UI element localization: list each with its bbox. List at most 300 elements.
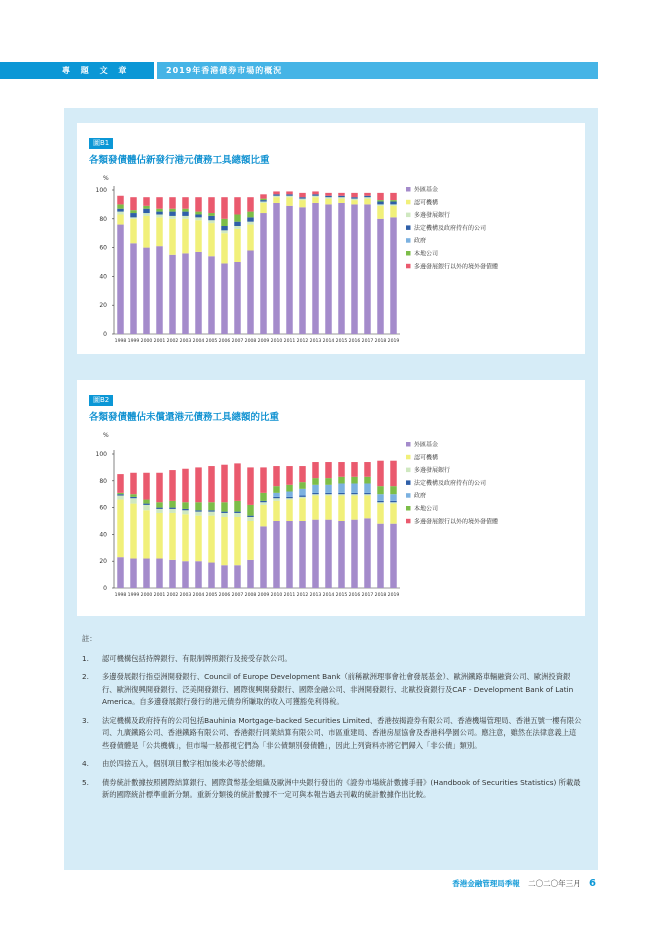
bar-segment: [273, 521, 280, 588]
x-tick-label: 2014: [322, 339, 335, 344]
bar-segment: [260, 493, 267, 501]
legend-swatch: [406, 519, 411, 524]
note-text: 法定機構及政府持有的公司包括Bauhinia Mortgage-backed Securities Limited、香港按揭證券有限公司、香港機場管理局、香港五號一樓有限公司、九廣鐵路公司、香港鐵路有限公司、香港銀行同業結算有限公司、市區重建局、香港房屋協會及香港科學園公司。應注意，雖然在法律意義上這些發債體是「公共機構」，但市場一般都視它們為「非公債類別發債體」，因此上列資料亦將它們歸入「非公債」類別。: [102, 715, 582, 750]
bar-segment: [130, 559, 137, 588]
bar-segment: [364, 204, 371, 334]
x-tick-label: 2010: [270, 593, 283, 598]
y-tick-label: 40: [99, 531, 107, 539]
publication-name: 香港金融管理局季報: [452, 879, 520, 888]
bar-segment: [156, 559, 163, 588]
bar-segment: [247, 222, 254, 225]
bar-segment: [364, 496, 371, 519]
bar-segment: [195, 252, 202, 334]
bar-segment: [325, 193, 332, 196]
note-text: 認可機構包括持牌銀行、有限制牌照銀行及接受存款公司。: [102, 653, 292, 663]
bar-segment: [325, 494, 332, 495]
x-tick-label: 1998: [114, 593, 127, 598]
x-tick-label: 2012: [296, 593, 309, 598]
bar-segment: [390, 502, 397, 503]
bar-segment: [143, 213, 150, 216]
y-tick-label: 80: [99, 477, 107, 485]
bar-segment: [130, 219, 137, 243]
chart-b2: [77, 380, 585, 616]
bar-segment: [273, 196, 280, 197]
bar-segment: [325, 199, 332, 205]
note-number: 1.: [82, 653, 89, 663]
bar-segment: [208, 223, 215, 256]
bar-segment: [221, 465, 228, 503]
x-tick-label: 2012: [296, 339, 309, 344]
x-tick-label: 2019: [387, 593, 400, 598]
bar-segment: [117, 209, 124, 212]
bar-segment: [364, 196, 371, 197]
chart-card-b1: [77, 123, 585, 354]
bar-segment: [221, 512, 228, 513]
bar-segment: [208, 220, 215, 223]
legend-swatch: [406, 493, 411, 498]
legend-label: 多邊發展銀行: [414, 212, 451, 220]
bar-segment: [299, 489, 306, 496]
bar-segment: [208, 563, 215, 588]
legend-swatch: [406, 225, 411, 230]
bar-segment: [364, 493, 371, 494]
page-footer: [452, 878, 596, 889]
y-tick-label: 20: [99, 302, 107, 310]
bar-segment: [221, 502, 228, 511]
bar-segment: [234, 512, 241, 513]
bar-segment: [260, 213, 267, 334]
legend-swatch: [406, 264, 411, 269]
bar-segment: [221, 197, 228, 219]
bar-segment: [377, 202, 384, 205]
legend-label: 本地公司: [414, 250, 439, 258]
bar-segment: [338, 199, 345, 203]
bar-segment: [299, 466, 306, 482]
bar-segment: [390, 202, 397, 205]
bar-segment: [156, 513, 163, 559]
bar-segment: [325, 478, 332, 485]
bar-segment: [390, 461, 397, 486]
bar-segment: [182, 197, 189, 209]
x-tick-label: 2003: [179, 593, 192, 598]
bar-segment: [143, 473, 150, 500]
bar-segment: [169, 509, 176, 513]
bar-segment: [273, 501, 280, 521]
bar-segment: [221, 565, 228, 588]
bar-segment: [221, 517, 228, 565]
bar-segment: [247, 560, 254, 588]
bar-segment: [130, 210, 137, 213]
bar-segment: [234, 214, 241, 221]
bar-segment: [208, 512, 215, 516]
bar-segment: [299, 497, 306, 498]
y-tick-label: 60: [99, 504, 107, 512]
legend-label: 外匯基金: [414, 441, 439, 449]
bar-segment: [117, 474, 124, 493]
note-number: 5.: [82, 777, 89, 787]
note-text: 多邊發展銀行指亞洲開發銀行、Council of Europe Development Bank（前稱歐洲理事會社會發展基金）、歐洲鐵路車輛融資公司、歐洲投資銀行、歐洲復興開發銀行、泛美開發銀行、國際復興開發銀行、國際金融公司、非洲開發銀行、北歐投資銀行及CAF - Development Bank of Latin America。自多邊發展銀行發行的港元債券所賺取的收入可獲豁免利得稅。: [102, 672, 574, 706]
bar-segment: [169, 212, 176, 216]
bar-segment: [351, 494, 358, 495]
bar-segment: [117, 204, 124, 208]
x-tick-label: 2017: [361, 339, 374, 344]
bar-segment: [247, 467, 254, 505]
legend-swatch: [406, 213, 411, 218]
chart-tag: 圖B1: [89, 138, 113, 149]
bar-segment: [286, 500, 293, 521]
notes-section: [82, 633, 582, 808]
x-tick-label: 1998: [114, 339, 127, 344]
bar-segment: [338, 196, 345, 197]
bar-segment: [351, 193, 358, 197]
bar-segment: [143, 216, 150, 248]
bar-segment: [377, 494, 384, 501]
bar-segment: [299, 193, 306, 197]
bar-segment: [195, 217, 202, 220]
x-tick-label: 2002: [166, 593, 179, 598]
bar-segment: [260, 505, 267, 526]
bar-segment: [156, 246, 163, 334]
x-tick-label: 2019: [387, 339, 400, 344]
legend-swatch: [406, 238, 411, 243]
bar-segment: [286, 497, 293, 498]
bar-segment: [273, 486, 280, 493]
legend-swatch: [406, 506, 411, 511]
bar-segment: [312, 203, 319, 334]
x-tick-label: 2004: [192, 593, 205, 598]
bar-segment: [117, 500, 124, 558]
x-tick-label: 1999: [127, 339, 140, 344]
x-tick-label: 2001: [153, 339, 166, 344]
note-item: [82, 671, 582, 709]
x-tick-label: 2016: [348, 593, 361, 598]
chart-tag: 圖B2: [89, 395, 113, 406]
bar-segment: [143, 505, 150, 510]
bar-segment: [338, 193, 345, 196]
bar-segment: [182, 212, 189, 216]
note-item: [82, 758, 582, 771]
x-tick-label: 2011: [283, 593, 296, 598]
bar-segment: [260, 202, 267, 203]
x-tick-label: 2009: [257, 593, 270, 598]
bar-segment: [299, 496, 306, 497]
bar-segment: [130, 197, 137, 210]
bar-segment: [182, 561, 189, 588]
bar-segment: [286, 498, 293, 499]
bar-segment: [117, 493, 124, 494]
bar-segment: [325, 462, 332, 478]
bar-segment: [286, 492, 293, 497]
bar-segment: [273, 498, 280, 501]
bar-segment: [325, 520, 332, 588]
x-tick-label: 2008: [244, 339, 257, 344]
legend-label: 認可機構: [414, 199, 439, 207]
bar-segment: [260, 203, 267, 213]
legend-label: 多邊發展銀行以外的境外發債體: [414, 518, 499, 526]
bar-segment: [182, 209, 189, 212]
bar-segment: [156, 502, 163, 507]
bar-segment: [260, 200, 267, 201]
bar-segment: [390, 204, 397, 205]
bar-segment: [221, 263, 228, 334]
legend-swatch: [406, 200, 411, 205]
bar-segment: [195, 214, 202, 217]
bar-segment: [117, 557, 124, 588]
legend-label: 本地公司: [414, 505, 439, 513]
bar-segment: [377, 501, 384, 502]
x-tick-label: 2011: [283, 339, 296, 344]
bar-segment: [377, 193, 384, 200]
bar-segment: [117, 496, 124, 500]
x-tick-label: 2000: [140, 339, 153, 344]
x-tick-label: 2002: [166, 339, 179, 344]
bar-segment: [221, 233, 228, 263]
bar-segment: [221, 230, 228, 233]
legend-swatch: [406, 455, 411, 460]
bar-segment: [156, 509, 163, 513]
bar-segment: [208, 502, 215, 510]
bar-segment: [182, 510, 189, 514]
bar-segment: [247, 521, 254, 560]
bar-segment: [325, 196, 332, 197]
x-tick-label: 2015: [335, 339, 348, 344]
bar-segment: [169, 197, 176, 209]
bar-segment: [130, 498, 137, 503]
bar-segment: [377, 461, 384, 486]
bar-segment: [338, 477, 345, 484]
x-tick-label: 2017: [361, 593, 374, 598]
bar-segment: [130, 213, 137, 217]
bar-segment: [364, 197, 371, 198]
legend-label: 法定機構及政府持有的公司: [414, 224, 487, 232]
bar-segment: [325, 197, 332, 198]
notes-label: 註：: [82, 634, 97, 643]
x-tick-label: 2013: [309, 593, 322, 598]
y-tick-label: 20: [99, 558, 107, 566]
x-tick-label: 2000: [140, 593, 153, 598]
bar-segment: [390, 200, 397, 201]
bar-segment: [338, 493, 345, 494]
legend-swatch: [406, 251, 411, 256]
bar-segment: [390, 524, 397, 588]
note-text: 債券統計數據按照國際結算銀行、國際貨幣基金組織及歐洲中央銀行發出的《證券市場統計數據手冊》(Handbook of Securities Statistics) 所載最新的國際統計標準重新分類。重新分類後的統計數據不一定可與本報告過去刊載的統計數據作出比較。: [102, 777, 581, 799]
bar-segment: [299, 207, 306, 334]
x-tick-label: 2007: [231, 339, 244, 344]
bar-segment: [273, 191, 280, 194]
x-tick-label: 2009: [257, 339, 270, 344]
note-item: [82, 715, 582, 753]
x-tick-label: 2010: [270, 339, 283, 344]
bar-segment: [169, 219, 176, 255]
bar-segment: [195, 516, 202, 562]
bar-segment: [156, 508, 163, 509]
note-number: 3.: [82, 715, 89, 725]
bar-segment: [169, 216, 176, 219]
x-tick-label: 2005: [205, 593, 218, 598]
bar-segment: [364, 518, 371, 588]
bar-segment: [351, 197, 358, 198]
bar-segment: [286, 196, 293, 197]
bar-segment: [312, 494, 319, 495]
bar-segment: [260, 526, 267, 588]
bar-segment: [143, 206, 150, 209]
bar-segment: [234, 501, 241, 512]
bar-segment: [169, 501, 176, 508]
bar-segment: [130, 504, 137, 559]
bar-segment: [338, 483, 345, 492]
bar-segment: [273, 497, 280, 498]
bar-segment: [390, 504, 397, 524]
bar-segment: [247, 516, 254, 517]
bar-segment: [351, 483, 358, 492]
bar-segment: [247, 212, 254, 218]
bar-segment: [117, 494, 124, 495]
bar-segment: [182, 469, 189, 503]
bar-segment: [234, 513, 241, 517]
bar-segment: [325, 493, 332, 494]
bar-segment: [299, 498, 306, 521]
chart-title: 各類發債體佔未償還港元債務工具總額的比重: [89, 412, 280, 423]
bar-segment: [286, 485, 293, 492]
bar-segment: [338, 494, 345, 495]
bar-segment: [117, 212, 124, 215]
bar-segment: [273, 197, 280, 203]
x-tick-label: 2014: [322, 593, 335, 598]
bar-segment: [234, 262, 241, 334]
bar-segment: [377, 204, 384, 205]
bar-segment: [156, 217, 163, 246]
x-tick-label: 2001: [153, 593, 166, 598]
bar-segment: [364, 462, 371, 477]
bar-segment: [273, 203, 280, 334]
bar-segment: [351, 199, 358, 200]
bar-segment: [234, 517, 241, 565]
bar-segment: [143, 500, 150, 504]
bar-segment: [273, 493, 280, 497]
bar-segment: [208, 197, 215, 213]
bar-segment: [351, 204, 358, 334]
x-tick-label: 2008: [244, 593, 257, 598]
x-tick-label: 2006: [218, 339, 231, 344]
x-tick-label: 2007: [231, 593, 244, 598]
bar-segment: [377, 524, 384, 588]
bar-segment: [130, 217, 137, 218]
bar-segment: [143, 248, 150, 334]
chart-b1: [77, 123, 585, 354]
x-tick-label: 2006: [218, 593, 231, 598]
bar-segment: [221, 226, 228, 230]
bar-segment: [208, 466, 215, 502]
bar-segment: [182, 216, 189, 219]
bar-segment: [260, 501, 267, 502]
bar-segment: [130, 497, 137, 498]
bar-segment: [221, 513, 228, 517]
bar-segment: [377, 504, 384, 524]
bar-segment: [247, 225, 254, 251]
bar-segment: [143, 197, 150, 206]
legend-label: 多邊發展銀行: [414, 467, 451, 475]
bar-segment: [208, 213, 215, 216]
bar-segment: [338, 521, 345, 588]
bar-segment: [169, 470, 176, 501]
bar-segment: [286, 191, 293, 194]
bar-segment: [208, 256, 215, 334]
bar-segment: [195, 212, 202, 215]
bar-segment: [130, 473, 137, 494]
bar-segment: [234, 463, 241, 501]
bar-segment: [325, 485, 332, 493]
bar-segment: [260, 502, 267, 505]
x-tick-label: 2005: [205, 339, 218, 344]
y-tick-label: 60: [99, 244, 107, 252]
bar-segment: [312, 191, 319, 194]
y-tick-label: 0: [103, 585, 107, 592]
bar-segment: [156, 473, 163, 502]
y-tick-label: 0: [103, 331, 107, 338]
bar-segment: [130, 494, 137, 497]
note-number: 4.: [82, 759, 89, 768]
bar-segment: [312, 478, 319, 485]
bar-segment: [312, 194, 319, 195]
legend-label: 多邊發展銀行以外的境外發債體: [414, 263, 499, 271]
bar-segment: [130, 243, 137, 334]
bar-segment: [286, 194, 293, 195]
chart-card-b2: [77, 380, 585, 616]
legend-label: 認可機構: [414, 454, 439, 462]
bar-segment: [182, 219, 189, 254]
x-tick-label: 1999: [127, 593, 140, 598]
bar-segment: [247, 197, 254, 211]
bar-segment: [208, 516, 215, 563]
bar-segment: [312, 496, 319, 520]
bar-segment: [390, 217, 397, 334]
article-title: 2019年香港債券市場的概況: [166, 66, 283, 75]
bar-segment: [234, 565, 241, 588]
bar-segment: [195, 220, 202, 252]
bar-segment: [390, 486, 397, 494]
bar-segment: [286, 206, 293, 334]
bar-segment: [351, 200, 358, 204]
x-tick-label: 2003: [179, 339, 192, 344]
bar-segment: [312, 196, 319, 197]
bar-segment: [312, 197, 319, 203]
bar-segment: [299, 521, 306, 588]
bar-segment: [156, 212, 163, 215]
bar-segment: [325, 204, 332, 334]
bar-segment: [182, 502, 189, 509]
bar-segment: [364, 199, 371, 205]
bar-segment: [286, 521, 293, 588]
bar-segment: [117, 196, 124, 205]
note-item: [82, 653, 582, 666]
bar-segment: [351, 520, 358, 588]
bar-segment: [351, 496, 358, 520]
bar-segment: [143, 504, 150, 505]
bar-segment: [338, 462, 345, 477]
bar-segment: [273, 194, 280, 195]
bar-segment: [377, 206, 384, 219]
bar-segment: [234, 197, 241, 214]
bar-segment: [195, 512, 202, 516]
bar-segment: [299, 199, 306, 200]
bar-segment: [169, 209, 176, 212]
legend-label: 政府: [414, 492, 427, 500]
legend-swatch: [406, 480, 411, 485]
bar-segment: [377, 219, 384, 334]
bar-segment: [273, 466, 280, 486]
bar-segment: [169, 560, 176, 588]
y-tick-label: 100: [95, 451, 107, 458]
